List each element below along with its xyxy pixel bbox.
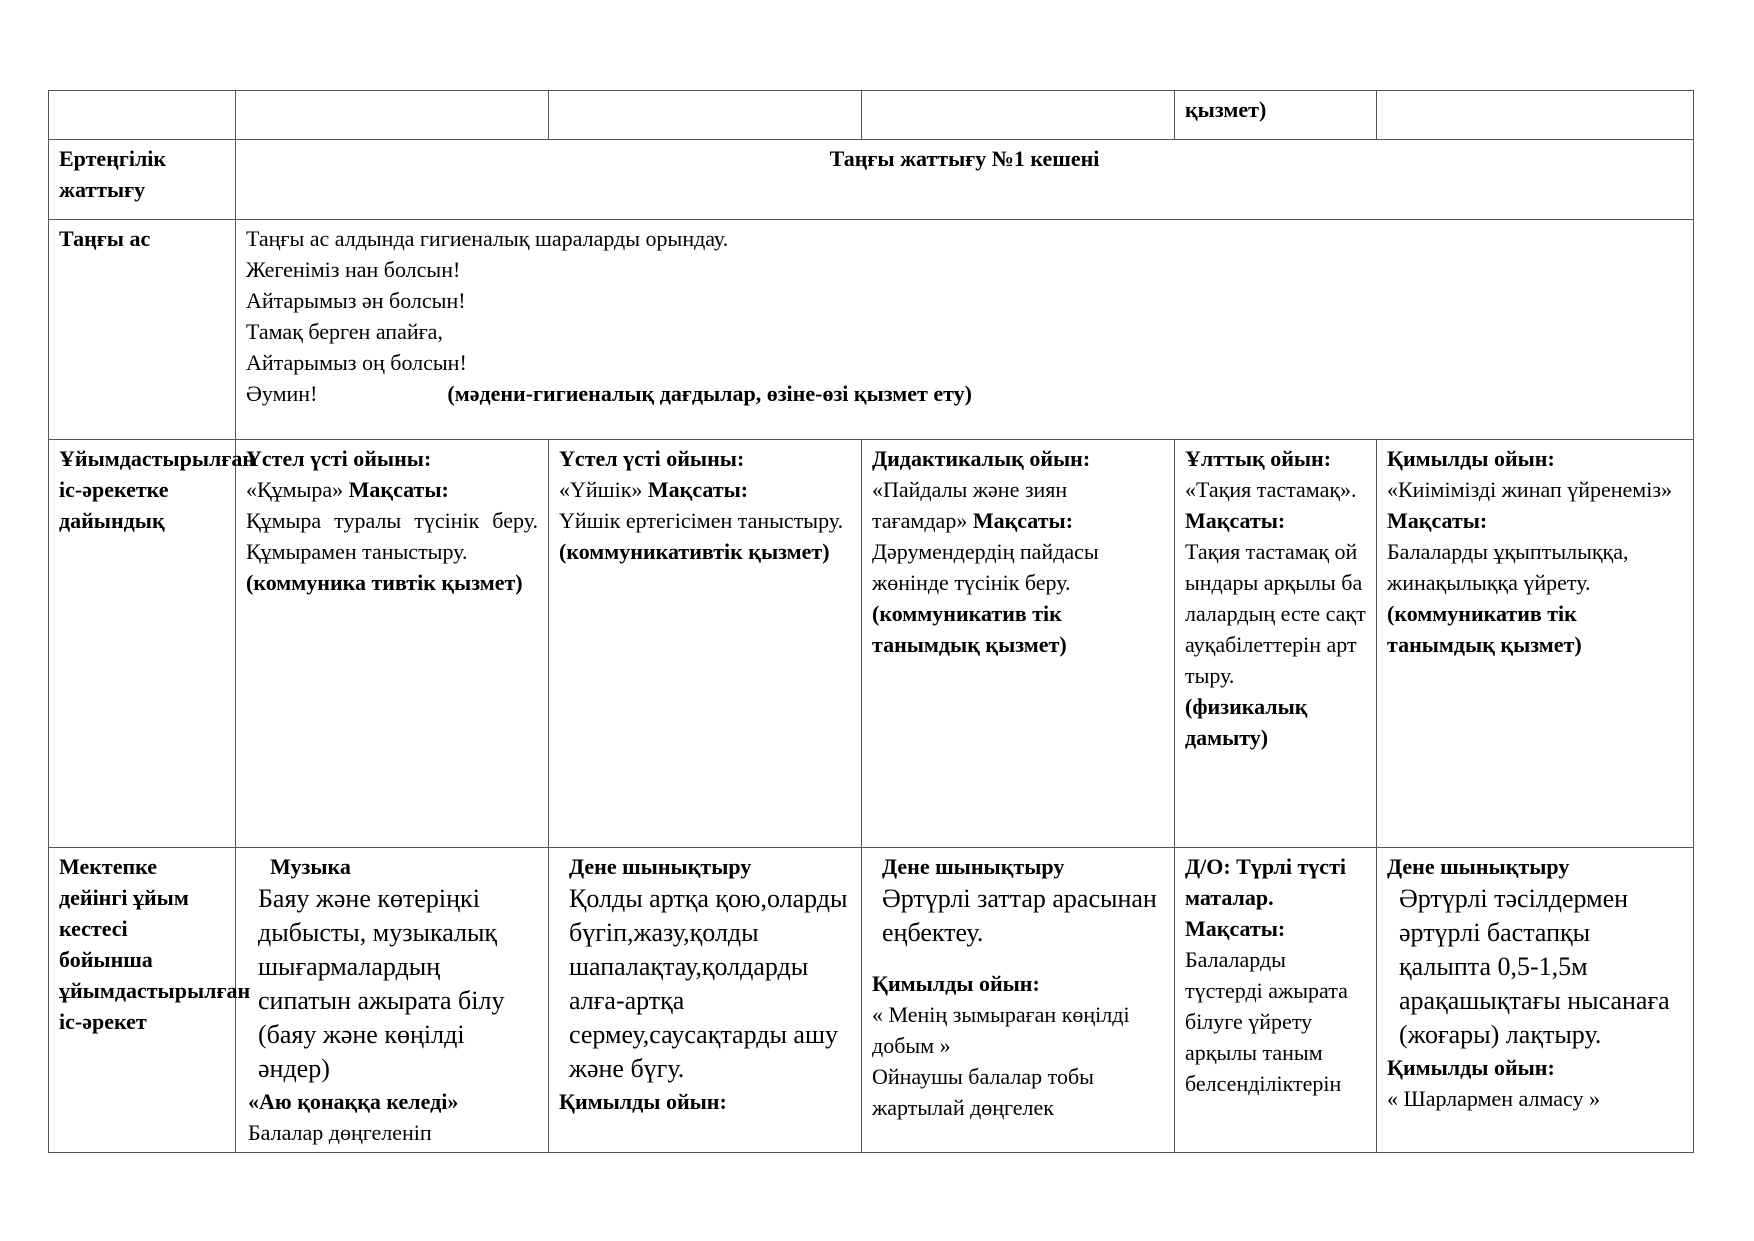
row-label-organized-activity: Мектепке дейінгі ұйым кестесі бойынша ұйымдастырылған іс-әрекет xyxy=(49,848,236,1153)
org-cell-2 xyxy=(549,848,862,1153)
activity-text: Баяу және көтеріңкі дыбысты, музыкалық шығармалардың сипатын ажырата білу (баяу және көңілді әндер) xyxy=(258,884,505,1083)
prep-cell-5 xyxy=(1377,440,1694,848)
activity-text: Тақия тастамақ ойындары арқылы балалардың есте сақтауқабілеттерін арттыру. xyxy=(1185,539,1366,688)
activity-tag: (коммуника тивтік қызмет) xyxy=(246,570,523,595)
breakfast-line: Тамақ берген апайға, xyxy=(246,319,443,344)
goal-label: Мақсаты: xyxy=(348,477,449,502)
activity-head: Дене шынықтыру xyxy=(569,854,752,879)
table-cell xyxy=(236,91,549,140)
row-label-preparation: Ұйымдастырылған іс-әрекетке дайындық xyxy=(49,440,236,848)
table-row xyxy=(49,220,1694,440)
org-cell-3 xyxy=(862,848,1175,1153)
breakfast-line: Жегеніміз нан болсын! xyxy=(246,257,461,282)
activity-text: Әртүрлі заттар арасынан еңбектеу. xyxy=(882,884,1157,947)
activity-head: Үстел үсті ойыны: xyxy=(559,446,745,471)
activity-name: «Үйшік» xyxy=(559,477,643,502)
activity-text: Балаларды ұқыптылыққа, жинақылыққа үйрету. xyxy=(1387,539,1629,595)
game-head: Қимылды ойын: xyxy=(872,971,1040,996)
breakfast-amen: Әумин! xyxy=(246,381,318,406)
game-text: Балалар дөңгеленіп xyxy=(248,1120,432,1145)
game-head: Қимылды ойын: xyxy=(1387,1055,1555,1080)
morning-exercise-content: Таңғы жаттығу №1 кешені xyxy=(236,140,1694,220)
goal-label: Мақсаты: xyxy=(1185,508,1286,533)
table-row xyxy=(49,91,1694,140)
activity-tag: (физикалық дамыту) xyxy=(1185,694,1308,750)
activity-text: Дәрумендердің пайдасы жөнінде түсінік беру. xyxy=(872,539,1099,595)
activity-name: «Пайдалы және зиян тағамдар» xyxy=(872,477,1068,533)
activity-tag: (коммуникатив тік танымдық қызмет) xyxy=(1387,601,1582,657)
activity-text: Үйшік ертегісімен таныстыру. xyxy=(559,508,844,533)
prep-cell-3 xyxy=(862,440,1175,848)
game-name: « Шарлармен алмасу » xyxy=(1387,1086,1600,1111)
prep-cell-2 xyxy=(549,440,862,848)
activity-name: «Құмыра» xyxy=(246,477,344,502)
breakfast-skill-tag: (мәдени-гигиеналық дағдылар, өзіне-өзі қызмет ету) xyxy=(447,381,972,406)
row-label-breakfast: Таңғы ас xyxy=(49,220,236,440)
breakfast-line: Таңғы ас алдында гигиеналық шараларды орындау. xyxy=(246,226,729,251)
table-cell xyxy=(549,91,862,140)
activity-head: Музыка xyxy=(270,854,351,879)
activity-tag: (коммуникатив тік танымдық қызмет) xyxy=(872,601,1067,657)
prep-cell-4 xyxy=(1175,440,1377,848)
game-name: «Аю қонаққа келеді» xyxy=(248,1089,459,1114)
goal-label: Мақсаты: xyxy=(1387,508,1488,533)
activity-text: Құмыра туралы түсінік беру. Құмырамен таныстыру. xyxy=(246,508,538,564)
activity-name: «Тақия тастамақ». xyxy=(1185,477,1357,502)
breakfast-line: Айтарымыз оң болсын! xyxy=(246,350,467,375)
table-row xyxy=(49,848,1694,1153)
row-label-morning-exercise: Ертеңгілік жаттығу xyxy=(49,140,236,220)
prep-cell-1 xyxy=(236,440,549,848)
goal-label: Мақсаты: xyxy=(972,508,1074,533)
breakfast-line xyxy=(246,378,1683,409)
table-cell: қызмет) xyxy=(1175,91,1377,140)
table-row xyxy=(49,440,1694,848)
activity-head: Үстел үсті ойыны: xyxy=(246,446,432,471)
org-cell-4 xyxy=(1175,848,1377,1153)
table-cell xyxy=(1377,91,1694,140)
goal-label: Мақсаты: xyxy=(1185,916,1286,941)
activity-head: Д/О: Түрлі түсті маталар. xyxy=(1185,854,1346,910)
table-cell xyxy=(862,91,1175,140)
game-name: « Менің зымыраған көңілді добым » xyxy=(872,1002,1130,1058)
activity-head: Дене шынықтыру xyxy=(1387,854,1570,879)
org-cell-1 xyxy=(236,848,549,1153)
activity-head: Дене шынықтыру xyxy=(882,854,1065,879)
plan-table xyxy=(48,90,1694,1153)
breakfast-content xyxy=(236,220,1694,440)
activity-head: Ұлттық ойын: xyxy=(1185,446,1332,471)
goal-label: Мақсаты: xyxy=(647,477,749,502)
activity-head: Дидактикалық ойын: xyxy=(872,446,1091,471)
table-cell xyxy=(49,91,236,140)
game-text: Ойнаушы балалар тобы жартылай дөңгелек xyxy=(872,1064,1094,1120)
activity-text: Әртүрлі тәсілдермен әртүрлі бастапқы қалыпта 0,5-1,5м арақашықтағы нысанаға (жоғары) лақтыру. xyxy=(1399,884,1670,1049)
activity-text: Балаларды түстерді ажырата білуге үйрету арқылы таным белсенділіктерін xyxy=(1185,947,1348,1096)
activity-name: «Киімімізді жинап үйренеміз» xyxy=(1387,477,1673,502)
breakfast-line: Айтарымыз ән болсын! xyxy=(246,288,466,313)
activity-head: Қимылды ойын: xyxy=(1387,446,1555,471)
activity-tag: (коммуникативтік қызмет) xyxy=(559,539,830,564)
table-row xyxy=(49,140,1694,220)
org-cell-5 xyxy=(1377,848,1694,1153)
game-head: Қимылды ойын: xyxy=(559,1089,727,1114)
activity-text: Қолды артқа қою,оларды бүгіп,жазу,қолды шапалақтау,қолдарды алға-артқа сермеу,саусақтарды ашу және бүгу. xyxy=(569,884,848,1083)
